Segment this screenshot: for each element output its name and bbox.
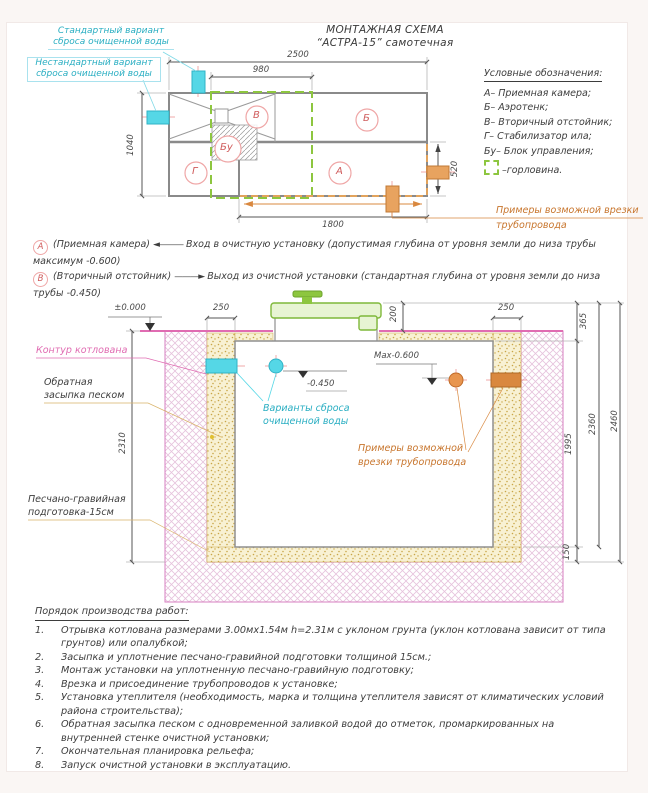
note-outlet bbox=[33, 270, 630, 301]
work-order-title: Порядок производства работ: bbox=[35, 605, 189, 621]
dim-520: 520 bbox=[450, 160, 460, 178]
marker-dot bbox=[210, 435, 214, 439]
dim-365: 365 bbox=[579, 312, 589, 330]
dim-1040: 1040 bbox=[126, 134, 136, 156]
work-order-item bbox=[35, 759, 612, 773]
discharge-options-label-line1: Варианты сброса bbox=[263, 403, 350, 414]
title-line2: “АСТРА-15” самотечная bbox=[316, 37, 454, 49]
work-order-item bbox=[35, 745, 612, 759]
standard-discharge-line1: Стандартный вариант bbox=[57, 26, 165, 36]
note-b-text: Выход из очистной установки (стандартная глубина от уровня земли до низа трубы -0.450) bbox=[33, 270, 601, 299]
work-order-item bbox=[35, 624, 612, 651]
standard-discharge-line2: сброса очищенной воды bbox=[53, 37, 169, 47]
flow-out-arrow-icon: ———► bbox=[174, 271, 205, 282]
compartment-b-label: Б bbox=[363, 113, 370, 124]
standard-discharge-label bbox=[48, 26, 174, 50]
plan-tapping-label-line2: трубопровода bbox=[496, 220, 567, 231]
work-order-item bbox=[35, 651, 612, 665]
compartment-bu-label: Бу bbox=[220, 142, 233, 153]
work-order-item bbox=[35, 718, 612, 745]
discharge-options-label-line2: очищенной воды bbox=[263, 416, 349, 427]
legend-item-bu: Бу– Блок управления; bbox=[484, 145, 594, 157]
legend-item-g: Г– Стабилизатор ила; bbox=[484, 131, 592, 142]
dim-1995: 1995 bbox=[564, 433, 574, 455]
legend-item-neck bbox=[484, 160, 612, 177]
legend bbox=[484, 68, 612, 177]
section-tapping-label-line1: Примеры возможной bbox=[358, 443, 464, 454]
notes bbox=[33, 238, 630, 301]
work-order-item bbox=[35, 691, 612, 718]
legend-item-a: А– Приемная камера; bbox=[484, 87, 592, 99]
dim-250-left: 250 bbox=[212, 303, 230, 313]
work-order bbox=[35, 605, 612, 772]
dim-2360: 2360 bbox=[588, 413, 598, 435]
item-number: 4. bbox=[35, 678, 45, 690]
title-line1: МОНТАЖНАЯ СХЕМА bbox=[326, 24, 444, 36]
neck-legend-icon bbox=[484, 160, 499, 175]
section-tapping-label-line2: врезки трубопровода bbox=[358, 457, 467, 468]
level-outlet-label: -0.450 bbox=[307, 379, 335, 389]
note-a-circle-icon: А bbox=[33, 240, 48, 255]
note-b-name: (Вторичный отстойник) bbox=[53, 270, 172, 282]
nonstandard-discharge-label bbox=[27, 57, 161, 82]
work-order-item bbox=[35, 664, 612, 678]
note-b-circle-icon: В bbox=[33, 272, 48, 287]
dim-980: 980 bbox=[252, 65, 270, 75]
level-mark-zero-icon bbox=[108, 317, 162, 331]
nonstandard-discharge-line1: Нестандартный вариант bbox=[35, 58, 153, 68]
compartment-g-label: Г bbox=[192, 166, 198, 177]
compartment-v-label: В bbox=[253, 110, 260, 121]
dim-2500: 2500 bbox=[287, 50, 309, 60]
dim-150: 150 bbox=[562, 543, 572, 561]
item-text: Окончательная планировка рельефа; bbox=[61, 746, 255, 757]
note-a-text: Вход в очистную установку (допустимая глубина от уровня земли до низа трубы максимум -0.600) bbox=[33, 239, 596, 267]
drawing-title bbox=[280, 24, 490, 50]
item-text: Запуск очистной установки в эксплуатацию. bbox=[61, 759, 292, 771]
dim-2460: 2460 bbox=[610, 410, 620, 432]
item-number: 8. bbox=[35, 759, 45, 771]
legend-item-v: В– Вторичный отстойник; bbox=[484, 116, 613, 128]
item-text: Засыпка и уплотнение песчано-гравийной подготовки толщиной 15см.; bbox=[61, 651, 432, 663]
neck-legend-label: –горловина. bbox=[502, 165, 563, 176]
legend-title: Условные обозначения: bbox=[484, 68, 602, 82]
item-number: 5. bbox=[35, 692, 45, 703]
dim-250-right: 250 bbox=[497, 303, 515, 313]
item-number: 2. bbox=[35, 651, 45, 663]
level-zero-label: ±0.000 bbox=[114, 303, 146, 313]
note-a-name: (Приемная камера) bbox=[53, 239, 150, 250]
item-number: 1. bbox=[35, 624, 45, 636]
item-text: Врезка и присоединение трубопроводов к установке; bbox=[61, 678, 338, 690]
dim-2310: 2310 bbox=[118, 432, 128, 454]
item-text: Отрывка котлована размерами 3.00мх1.54м h=2.31м с уклоном грунта (уклон котлована зависит от типа грунтов) или опалубкой; bbox=[61, 624, 606, 649]
flow-in-arrow-icon: ◄——— bbox=[153, 240, 183, 250]
note-inlet bbox=[33, 238, 630, 269]
item-text: Обратная засыпка песком с одновременной заливкой водой до отметок, промаркированных на внутренней стенке очистной установки; bbox=[61, 719, 555, 744]
legend-item-b: Б– Аэротенк; bbox=[484, 102, 549, 113]
item-text: Монтаж установки на уплотненную песчано-гравийную подготовку; bbox=[61, 665, 414, 676]
work-order-item bbox=[35, 678, 612, 692]
dim-1800: 1800 bbox=[322, 220, 344, 230]
nonstandard-discharge-line2: сброса очищенной воды bbox=[36, 69, 152, 79]
pit-contour-label: Контур котлована bbox=[36, 345, 128, 356]
item-number: 3. bbox=[35, 665, 45, 676]
item-number: 6. bbox=[35, 719, 45, 730]
item-text: Установка утеплителя (необходимость, марка и толщина утеплителя зависят от климатических условий района строительства); bbox=[61, 692, 604, 717]
bedding-label-line2: подготовка-15см bbox=[28, 507, 114, 518]
compartment-a-label: А bbox=[336, 166, 343, 177]
plan-tapping-label-line1: Примеры возможной врезки bbox=[496, 205, 639, 216]
item-number: 7. bbox=[35, 746, 45, 757]
bedding-label-line1: Песчано-гравийная bbox=[28, 494, 126, 505]
backfill-label-line2: засыпка песком bbox=[44, 390, 125, 401]
level-inlet-label: Max-0.600 bbox=[374, 351, 419, 361]
backfill-label-line1: Обратная bbox=[44, 377, 93, 388]
dim-200: 200 bbox=[389, 305, 399, 323]
